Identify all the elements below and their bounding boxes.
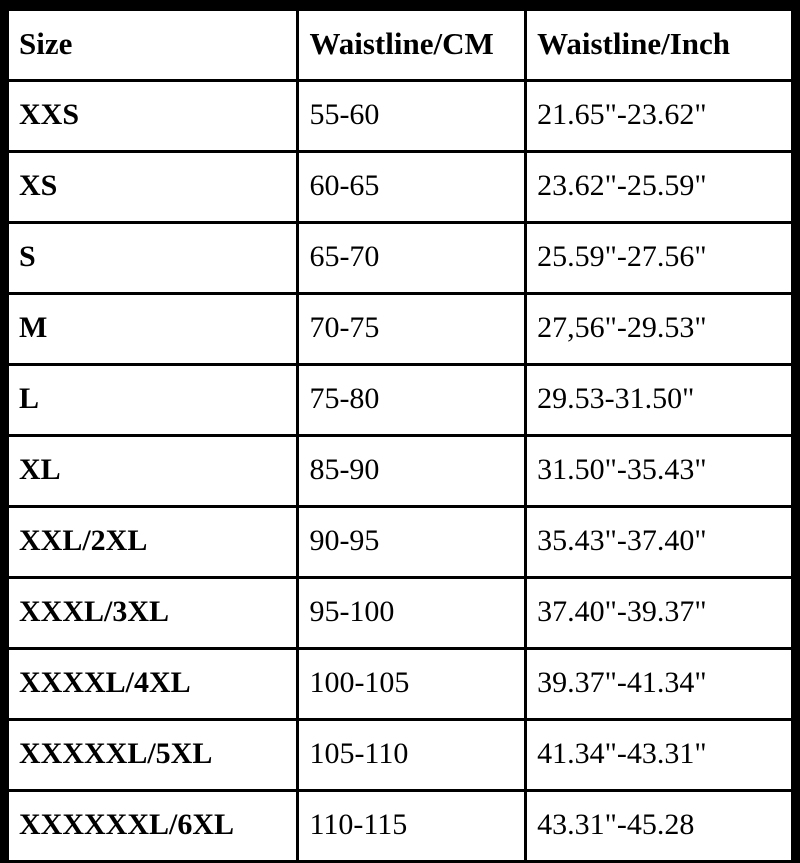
cell-waistline-inch: 35.43"-37.40": [526, 507, 793, 578]
cell-size: S: [8, 223, 298, 294]
table-header: [8, 10, 793, 81]
cell-waistline-inch: 37.40"-39.37": [526, 578, 793, 649]
cell-waistline-cm: 110-115: [298, 791, 526, 862]
cell-waistline-cm: 100-105: [298, 649, 526, 720]
cell-waistline-inch: 29.53-31.50": [526, 365, 793, 436]
cell-waistline-inch: 31.50"-35.43": [526, 436, 793, 507]
cell-waistline-cm: 95-100: [298, 578, 526, 649]
table-row: [8, 578, 793, 649]
table-row: [8, 152, 793, 223]
column-header-size: Size: [8, 10, 298, 81]
cell-size: M: [8, 294, 298, 365]
cell-waistline-inch: 43.31"-45.28: [526, 791, 793, 862]
table-row: [8, 223, 793, 294]
cell-waistline-inch: 27,56"-29.53": [526, 294, 793, 365]
table-header-row: [8, 10, 793, 81]
column-header-waistline-inch: Waistline/Inch: [526, 10, 793, 81]
cell-waistline-cm: 85-90: [298, 436, 526, 507]
cell-size: XL: [8, 436, 298, 507]
cell-waistline-cm: 65-70: [298, 223, 526, 294]
table-row: [8, 720, 793, 791]
cell-waistline-inch: 23.62"-25.59": [526, 152, 793, 223]
cell-waistline-cm: 105-110: [298, 720, 526, 791]
cell-size: XXXXXXL/6XL: [8, 791, 298, 862]
cell-waistline-inch: 21.65"-23.62": [526, 81, 793, 152]
table-row: [8, 81, 793, 152]
table-body: [8, 81, 793, 862]
cell-waistline-cm: 90-95: [298, 507, 526, 578]
table-row: [8, 791, 793, 862]
table-row: [8, 365, 793, 436]
table-row: [8, 507, 793, 578]
cell-size: XXL/2XL: [8, 507, 298, 578]
column-header-waistline-cm: Waistline/CM: [298, 10, 526, 81]
table-row: [8, 436, 793, 507]
cell-size: XS: [8, 152, 298, 223]
cell-size: XXXXXL/5XL: [8, 720, 298, 791]
size-chart-table: [6, 8, 794, 863]
cell-size: L: [8, 365, 298, 436]
cell-waistline-cm: 60-65: [298, 152, 526, 223]
table-row: [8, 649, 793, 720]
table-row: [8, 294, 793, 365]
cell-waistline-inch: 41.34"-43.31": [526, 720, 793, 791]
cell-waistline-cm: 75-80: [298, 365, 526, 436]
cell-waistline-inch: 25.59"-27.56": [526, 223, 793, 294]
cell-waistline-cm: 70-75: [298, 294, 526, 365]
cell-waistline-inch: 39.37"-41.34": [526, 649, 793, 720]
cell-size: XXXXL/4XL: [8, 649, 298, 720]
cell-size: XXXL/3XL: [8, 578, 298, 649]
cell-waistline-cm: 55-60: [298, 81, 526, 152]
cell-size: XXS: [8, 81, 298, 152]
